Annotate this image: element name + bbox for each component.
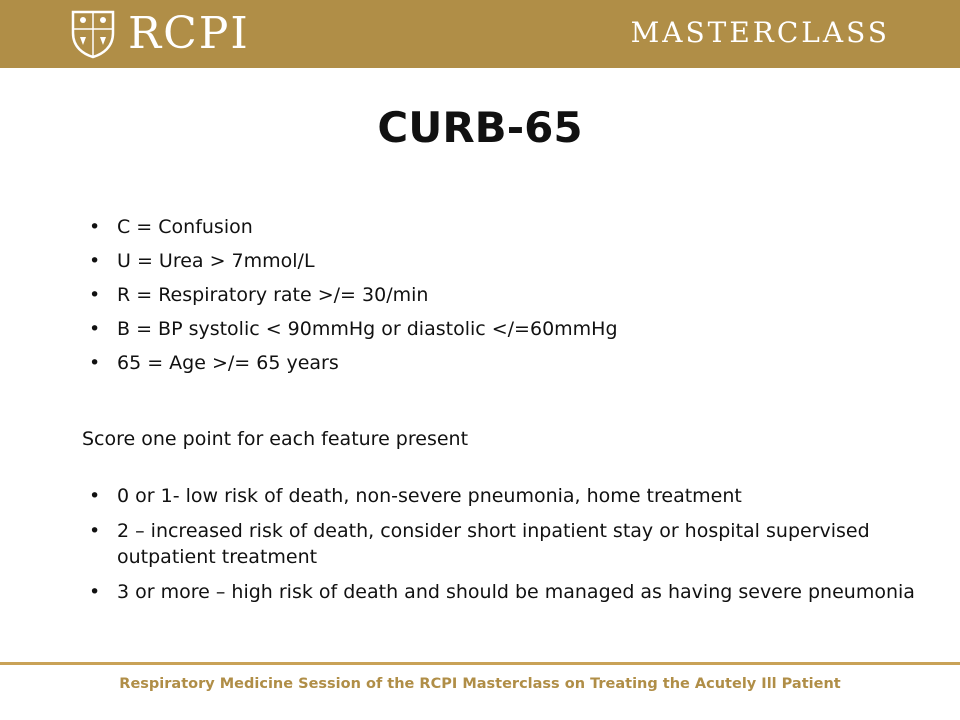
masterclass-label: MASTERCLASS xyxy=(630,16,890,49)
list-item: • C = Confusion xyxy=(87,214,917,240)
list-item: • 65 = Age >/= 65 years xyxy=(87,350,917,376)
footer-divider xyxy=(0,662,960,665)
list-item: • U = Urea > 7mmol/L xyxy=(87,248,917,274)
list-item: • 2 – increased risk of death, consider short inpatient stay or hospital supervised outpatient treatment xyxy=(87,518,937,570)
header-bar xyxy=(0,0,960,68)
risk-list xyxy=(87,483,937,614)
list-item: • R = Respiratory rate >/= 30/min xyxy=(87,282,917,308)
list-item: • B = BP systolic < 90mmHg or diastolic </=60mmHg xyxy=(87,316,917,342)
list-item: • 0 or 1- low risk of death, non-severe pneumonia, home treatment xyxy=(87,483,937,509)
list-item: • 3 or more – high risk of death and should be managed as having severe pneumonia xyxy=(87,579,937,605)
rcpi-logo-text: RCPI xyxy=(128,8,250,59)
footer-text: Respiratory Medicine Session of the RCPI Masterclass on Treating the Acutely Ill Patient xyxy=(119,676,841,692)
rcpi-crest-icon xyxy=(70,9,116,59)
criteria-list xyxy=(87,214,917,384)
score-instruction: Score one point for each feature present xyxy=(82,428,469,450)
slide-title: CURB-65 xyxy=(377,103,583,152)
